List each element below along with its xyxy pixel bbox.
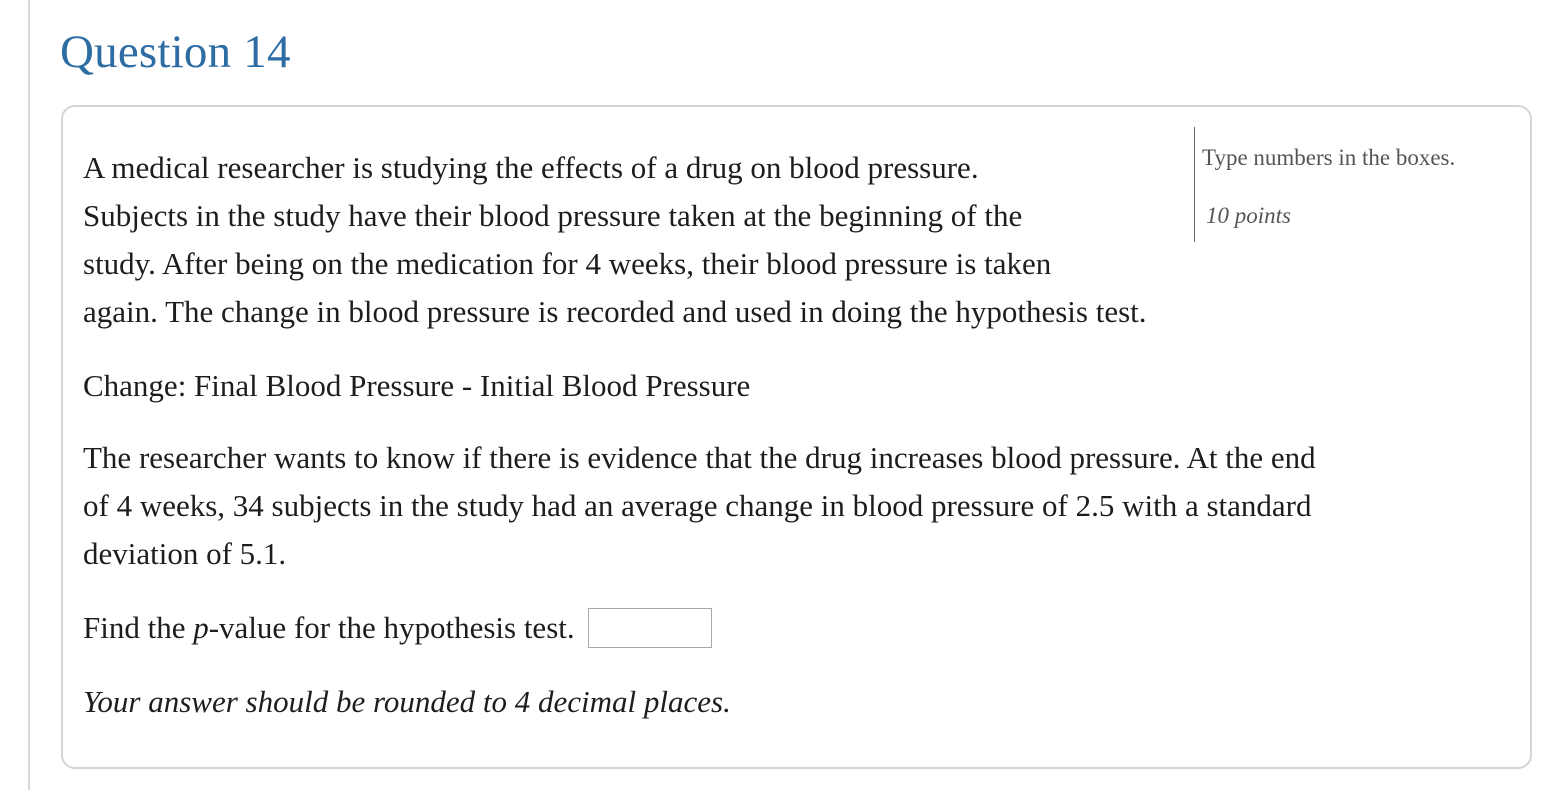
question-card	[61, 105, 1532, 769]
answer-instructions: Type numbers in the boxes.	[1202, 145, 1456, 170]
intro-line-4: again. The change in blood pressure is recorded and used in doing the hypothesis test.	[83, 294, 1147, 329]
evidence-paragraph	[83, 434, 1503, 578]
find-p-value-prompt	[83, 604, 712, 652]
question-intro	[83, 144, 1188, 336]
points-value: 10 points	[1206, 203, 1291, 228]
intro-line-1: A medical researcher is studying the effects of a drug on blood pressure.	[83, 150, 979, 185]
intro-line-3: study. After being on the medication for 4 weeks, their blood pressure is taken	[83, 246, 1052, 281]
p-variable: p	[193, 610, 209, 645]
p-value-answer-input[interactable]	[588, 608, 712, 648]
evidence-line-1: The researcher wants to know if there is evidence that the drug increases blood pressure. At the end	[83, 440, 1316, 475]
left-page-rule	[28, 0, 30, 790]
find-prompt-text	[83, 604, 575, 652]
intro-line-2: Subjects in the study have their blood pressure taken at the beginning of the	[83, 198, 1023, 233]
find-prefix: Find the	[83, 610, 194, 645]
evidence-line-3: deviation of 5.1.	[83, 536, 287, 571]
change-definition: Change: Final Blood Pressure - Initial Blood Pressure	[83, 368, 751, 403]
question-meta	[1194, 127, 1524, 242]
evidence-line-2: of 4 weeks, 34 subjects in the study had an average change in blood pressure of 2.5 with a standard	[83, 488, 1312, 523]
rounding-note: Your answer should be rounded to 4 decimal places.	[83, 684, 731, 719]
find-suffix: -value for the hypothesis test.	[208, 610, 575, 645]
question-title: Question 14	[60, 26, 291, 78]
